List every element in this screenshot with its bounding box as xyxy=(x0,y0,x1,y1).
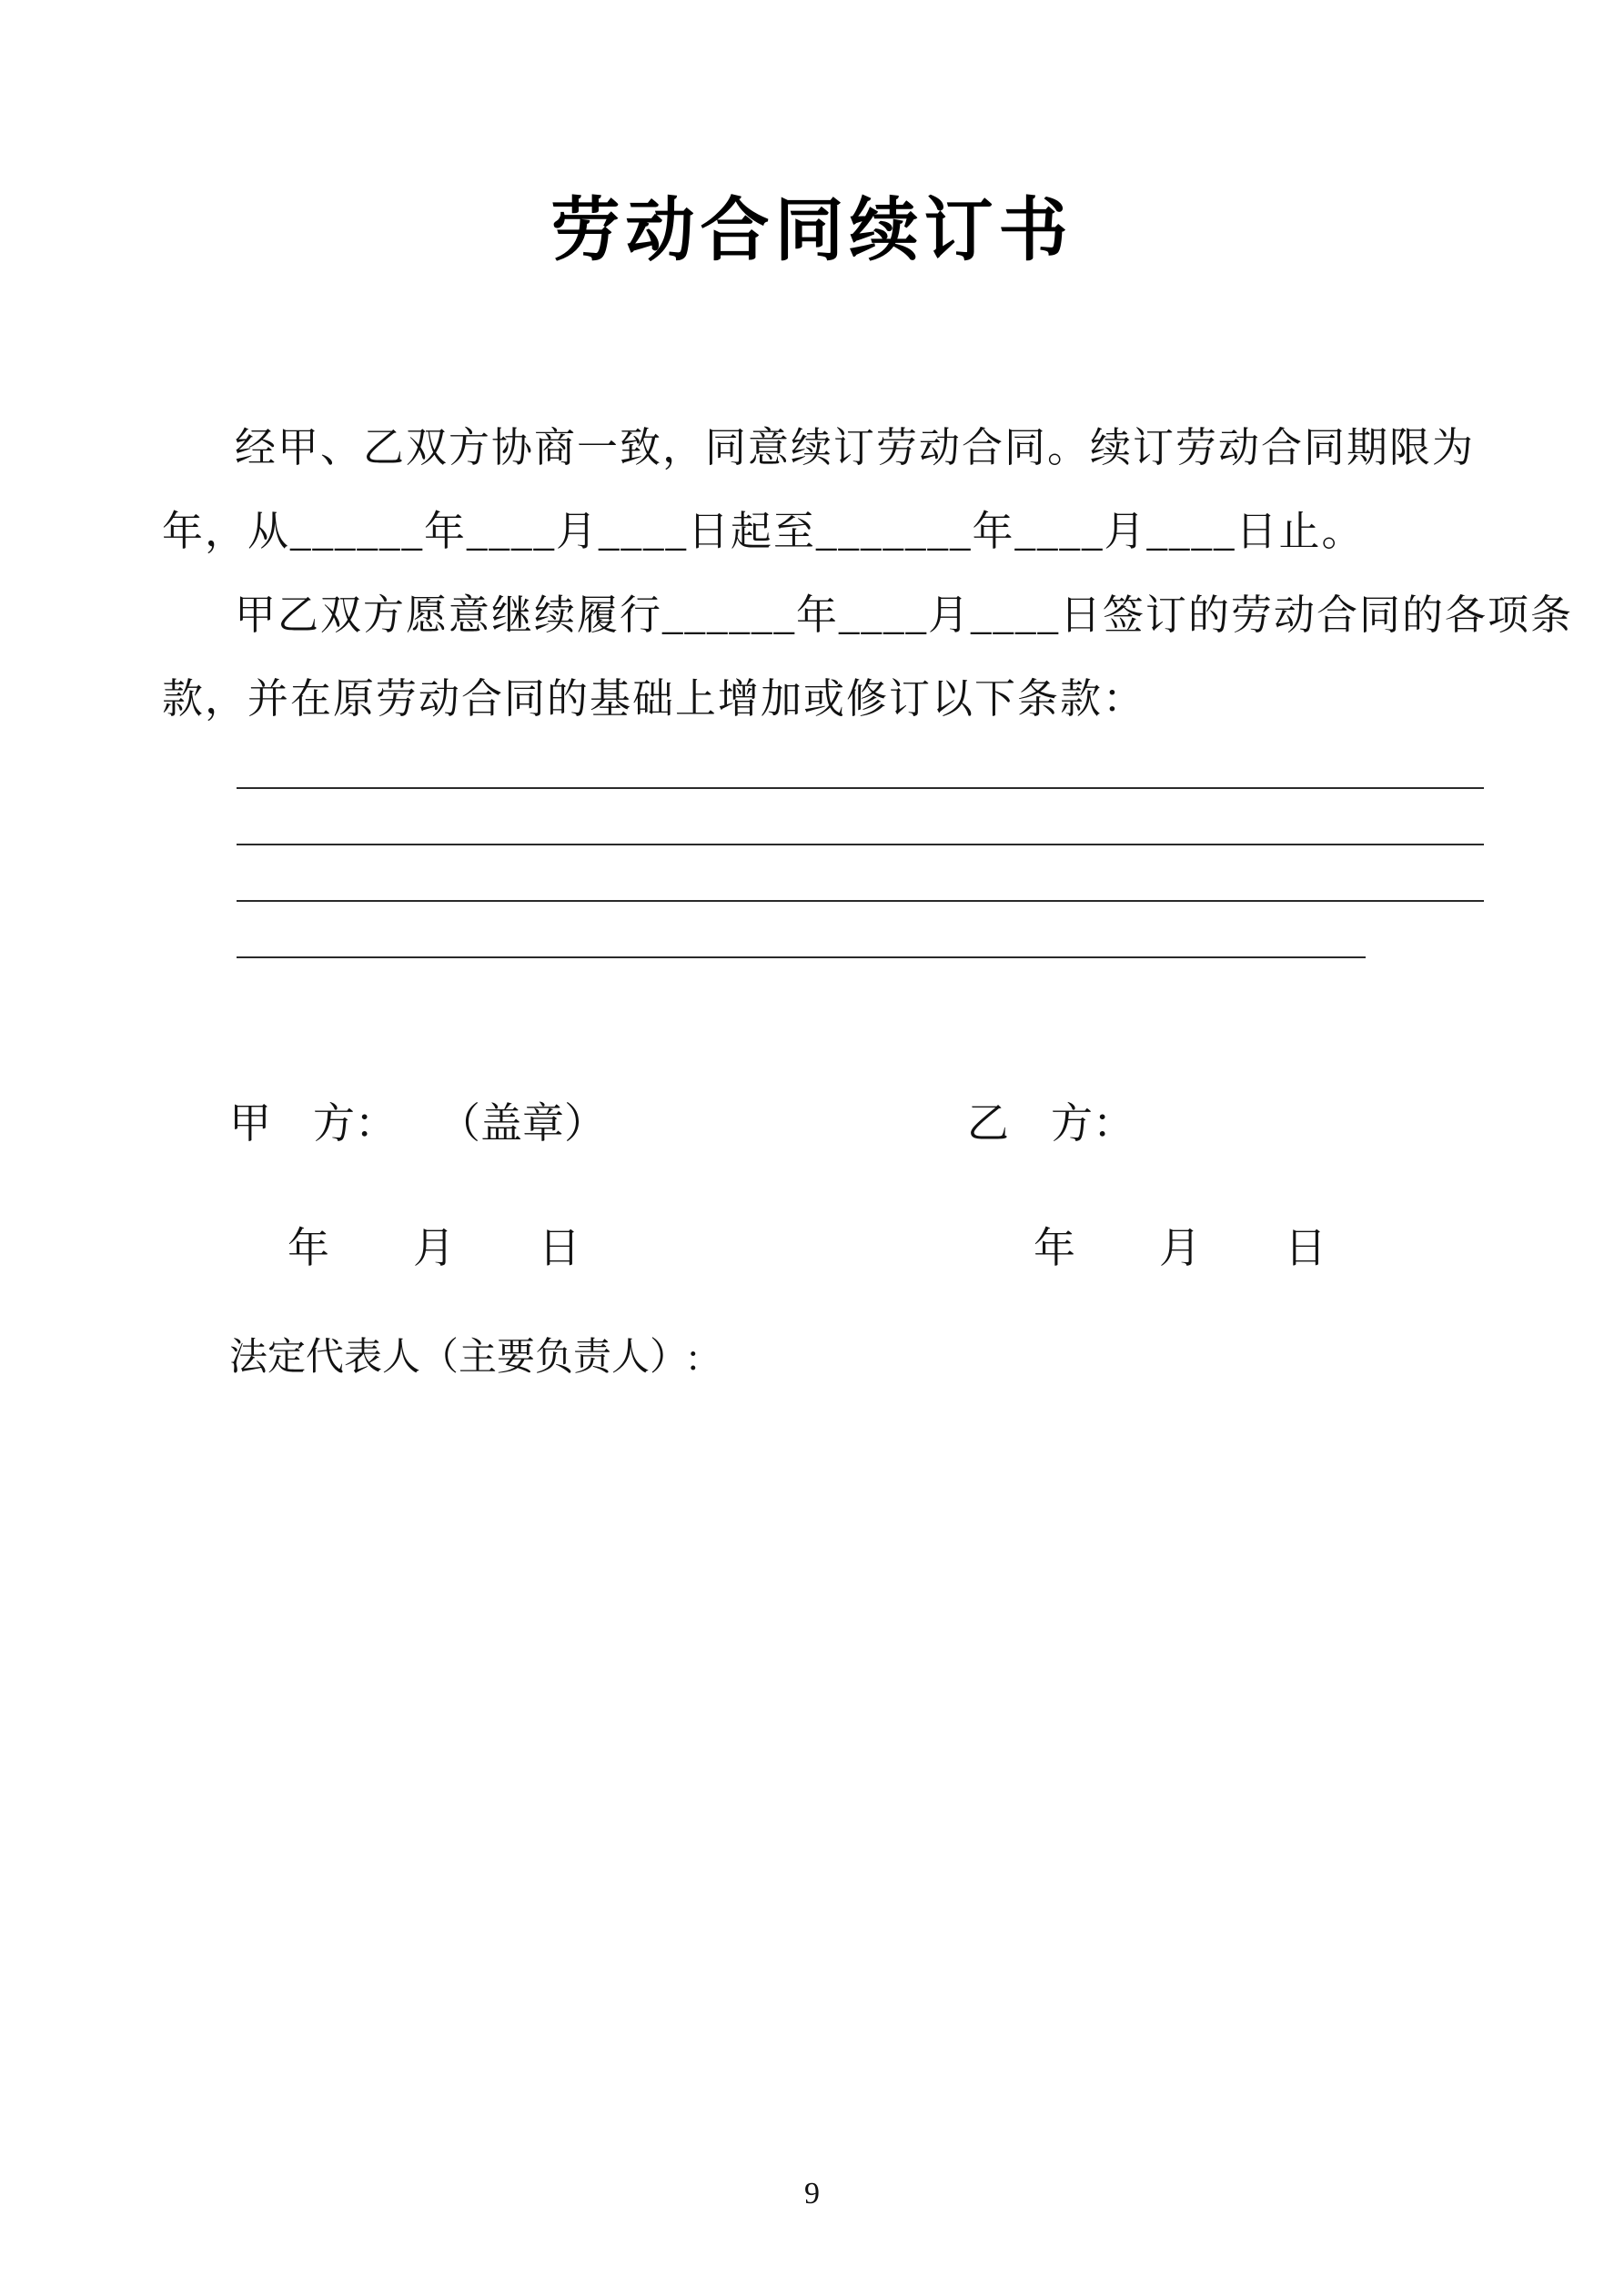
blank-line xyxy=(237,733,1484,789)
paragraph-line-4: 款，并在原劳动合同的基础上增加或修订以下条款： xyxy=(162,676,1146,722)
document-body xyxy=(162,406,1574,741)
paragraph-line-1: 经甲、乙双方协商一致，同意续订劳动合同。续订劳动合同期限为 xyxy=(235,425,1476,470)
party-a-label: 甲 方： （盖章） xyxy=(229,1100,606,1147)
party-a-date-line: 年 月 日 xyxy=(287,1225,580,1271)
paragraph-line-2: 年，从______年____月____日起至_______年____月____日止。 xyxy=(162,509,1365,554)
blank-line xyxy=(237,789,1484,845)
blank-line xyxy=(237,902,1366,958)
blank-line xyxy=(237,845,1484,902)
document-title: 劳动合同续订书 xyxy=(550,192,1074,269)
party-b-label: 乙 方： xyxy=(967,1100,1135,1147)
page-number: 9 xyxy=(804,2177,820,2210)
party-b-date-line: 年 月 日 xyxy=(1034,1225,1326,1271)
paragraph-line-3: 甲乙双方愿意继续履行______年____月____日签订的劳动合同的各项条 xyxy=(235,592,1574,638)
legal-representative-label: 法定代表人（主要负责人）: xyxy=(229,1337,699,1379)
fill-in-blank-lines xyxy=(237,733,1484,958)
